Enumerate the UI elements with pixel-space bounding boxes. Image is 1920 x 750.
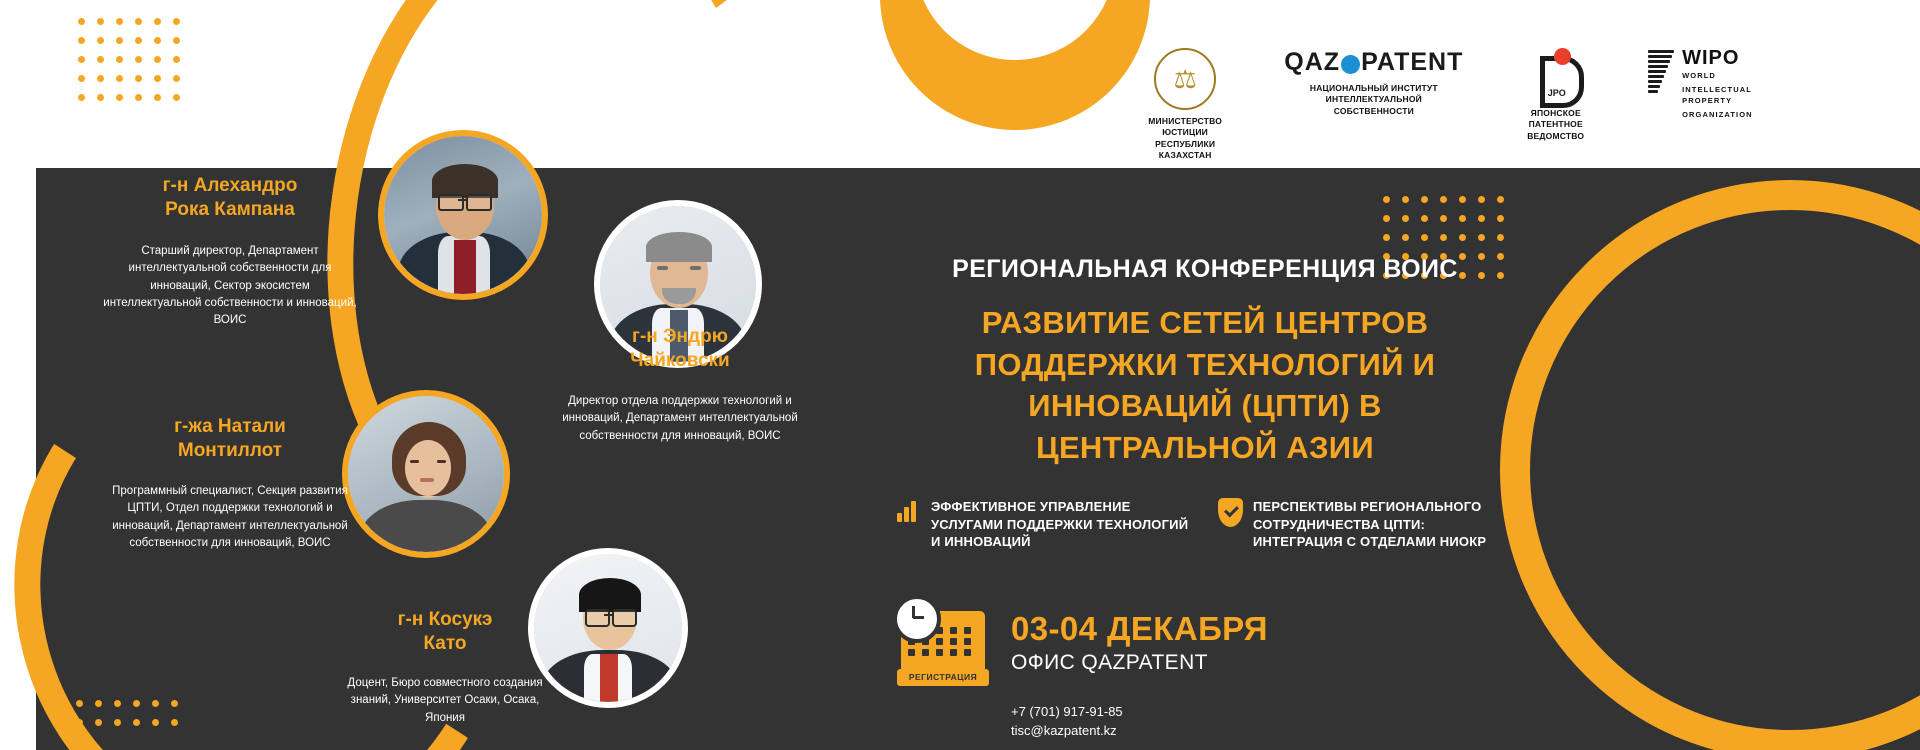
speaker-role: Старший директор, Департамент интеллектуальной собственности для инноваций, Сектор экосистем интеллектуальной собственности и инноваций, ВОИС [103,245,357,326]
bar-chart-icon [895,498,921,524]
calendar-clock-icon [895,597,991,689]
event-kicker: РЕГИОНАЛЬНАЯ КОНФЕРЕНЦИЯ ВОИС [952,255,1458,283]
event-info-panel [895,255,1515,741]
partner-logos [1130,47,1790,161]
wipo-wordmark: WIPO [1682,47,1740,69]
event-headline-line: РАЗВИТИЕ СЕТЕЙ ЦЕНТРОВ [981,305,1429,340]
event-headline [895,302,1515,468]
wipo-mark-icon [1648,48,1790,121]
speaker-name-line: Рока Кампана [165,198,295,220]
logo-caption [1310,83,1438,117]
event-headline-line: ИННОВАЦИЙ (ЦПТИ) В [1028,388,1382,424]
globe-icon [1341,55,1360,74]
speaker-name-line: Монтиллот [177,439,283,461]
qazpatent-wordmark-right: PATENT [1361,48,1464,76]
logo-caption-line: ВЕДОМСТВО [1527,130,1585,141]
logo-caption-line: WORLD [1682,71,1716,80]
topic-text: ПЕРСПЕКТИВЫ РЕГИОНАЛЬНОГО СОТРУДНИЧЕСТВА ЦПТИ: ИНТЕГРАЦИЯ С ОТДЕЛАМИ НИОКР [1253,499,1487,550]
speaker-name-line: Чайковски [630,349,730,371]
logo-jpo [1507,48,1604,142]
jpo-mark-icon [1528,48,1584,102]
speaker-photo [378,130,548,300]
wipo-bars-icon [1648,50,1674,93]
dot-grid-bottom-left [76,700,178,726]
registration-badge: РЕГИСТРАЦИЯ [897,669,989,686]
speaker-name-line: г-жа Натали [174,416,286,437]
speaker-role: Программный специалист, Секция развития ЦПТИ, Отдел поддержки технологий и инноваций, Департамент интеллектуальной собственности для инноваций, ВОИС [112,485,348,549]
contact-email[interactable]: tisc@kazpatent.kz [1011,723,1117,739]
speaker-role: Доцент, Бюро совместного создания знаний, Университет Осаки, Осака, Япония [347,677,543,724]
event-topics [895,498,1515,551]
speaker-name [100,415,360,463]
event-headline-line: ЦЕНТРАЛЬНОЙ АЗИИ [1036,429,1374,465]
logo-caption-line: РЕСПУБЛИКИ КАЗАХСТАН [1155,138,1216,161]
qazpatent-wordmark [1284,48,1463,77]
logo-caption [1130,116,1240,162]
logo-caption-line: ИНТЕЛЛЕКТУАЛЬНОЙ [1325,94,1422,105]
qazpatent-wordmark-left: QAZ [1284,48,1341,76]
ministry-emblem-icon: ⚖ [1154,48,1216,110]
topic-item [1218,498,1515,551]
logo-caption-line: INTELLECTUAL PROPERTY [1682,84,1752,105]
speaker-name-line: г-н Алехандро [162,175,298,196]
topic-item [895,498,1192,551]
logo-caption-line: НАЦИОНАЛЬНЫЙ ИНСТИТУТ [1309,83,1438,93]
speaker-name-line: г-н Эндрю [632,326,728,347]
event-headline-line: ПОДДЕРЖКИ ТЕХНОЛОГИЙ И [974,346,1436,382]
speaker-photo [342,390,510,558]
logo-wipo [1648,48,1790,121]
speaker-name [100,174,360,222]
logo-caption-line: МИНИСТЕРСТВО ЮСТИЦИИ [1148,116,1223,138]
event-venue: ОФИС QAZPATENT [1011,651,1208,675]
contact-phone[interactable]: +7 (701) 917-91-85 [1011,703,1123,719]
shield-check-icon [1218,498,1243,527]
logo-ministry-of-justice-kz [1130,48,1240,162]
logo-caption [1507,108,1604,142]
speaker-name-line: Като [423,632,467,654]
dot-grid-top-left [78,18,180,101]
speaker-name [330,608,560,656]
speaker-role: Директор отдела поддержки технологий и инноваций, Департамент интеллектуальной собственности для инноваций, ВОИС [562,395,798,442]
logo-qazpatent [1284,48,1463,117]
event-date: 03-04 ДЕКАБРЯ [1011,610,1268,648]
speaker-name [550,325,810,373]
logo-caption-line: ORGANIZATION [1682,109,1753,119]
event-contacts [1011,702,1515,741]
speaker-name-line: г-н Косукэ [397,609,493,630]
logo-caption-line: СОБСТВЕННОСТИ [1333,105,1414,116]
topic-text: ЭФФЕКТИВНОЕ УПРАВЛЕНИЕ УСЛУГАМИ ПОДДЕРЖКИ ТЕХНОЛОГИЙ И ИННОВАЦИЙ [931,499,1189,550]
jpo-wordmark: JPO [1547,88,1566,98]
logo-caption-line: ЯПОНСКОЕ ПАТЕНТНОЕ [1528,108,1583,130]
event-date-block [895,597,1515,689]
